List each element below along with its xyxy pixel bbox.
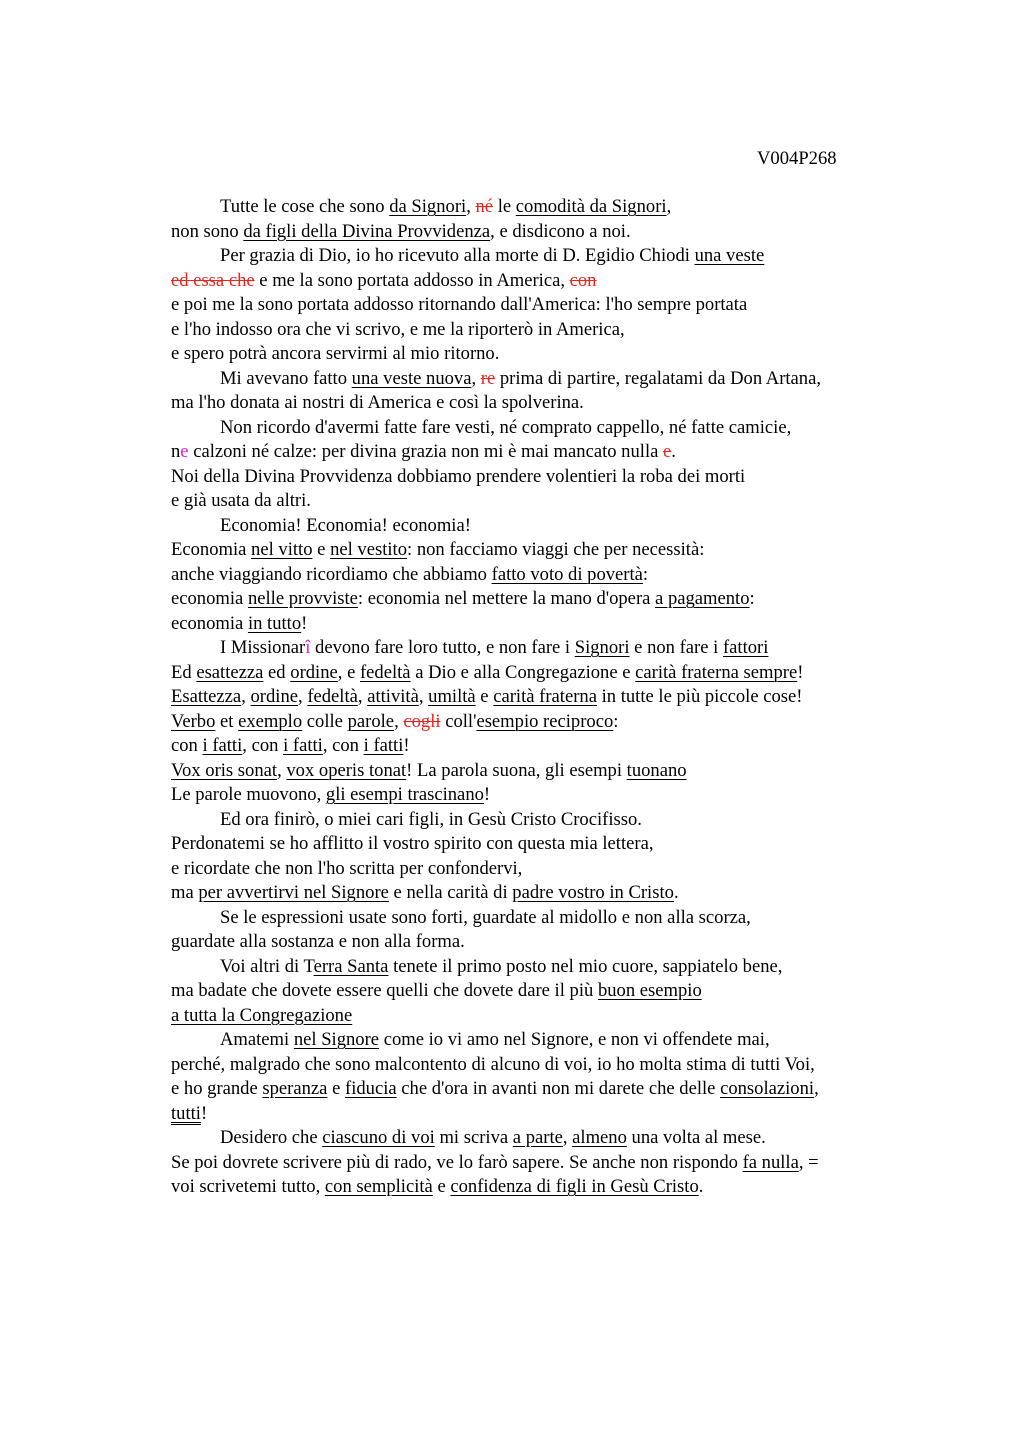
underlined-text: Signori [574, 637, 630, 658]
underlined-text: padre vostro in Cristo [512, 882, 674, 903]
text-segment: Ed [171, 661, 197, 683]
underlined-text: fiducia [345, 1078, 397, 1099]
underlined-text: nelle provviste [247, 588, 358, 609]
text-segment: e l'ho indosso ora che vi scrivo, e me la riporterò in America, [171, 318, 625, 340]
text-segment: Voi altri di T [220, 955, 314, 977]
underlined-text: carità fraterna sempre [635, 661, 798, 683]
underlined-text: con semplicità [324, 1176, 433, 1197]
underlined-text: Vox oris sonat [171, 759, 278, 781]
underlined-text: nel vestito [330, 539, 408, 560]
underlined-text: a parte [512, 1127, 563, 1148]
text-line [171, 661, 911, 686]
text-segment: con [171, 735, 203, 756]
underlined-text: fa nulla [742, 1151, 799, 1173]
text-segment: ! [483, 784, 491, 805]
text-segment: a Dio e alla Congregazione e [410, 661, 636, 683]
text-segment: . [671, 441, 676, 462]
text-line [171, 587, 911, 612]
text-segment: : non facciamo viaggi che per necessità: [407, 539, 705, 560]
text-segment: ma [171, 882, 199, 903]
text-line [171, 342, 911, 367]
underlined-text: umiltà [428, 686, 476, 707]
text-segment: Perdonatemi se ho afflitto il vostro spirito con questa mia lettera, [171, 833, 654, 854]
text-line [171, 1102, 911, 1127]
text-segment: ! [301, 612, 308, 634]
text-line [171, 759, 911, 784]
text-segment: Desidero che [220, 1127, 323, 1148]
text-segment: e [475, 686, 494, 707]
underlined-text: buon esempio [597, 980, 702, 1001]
text-segment: ! [403, 735, 410, 756]
text-segment: , [357, 686, 368, 707]
text-segment: , [298, 686, 308, 707]
text-line [171, 538, 911, 563]
underlined-text: una veste [694, 245, 765, 266]
text-segment: e nella carità di [388, 882, 513, 903]
underlined-text: esattezza [196, 661, 264, 683]
letter-body [171, 195, 911, 1200]
underlined-text: in tutto [247, 612, 302, 634]
text-line [171, 244, 911, 269]
text-line [171, 416, 911, 441]
text-segment: , [471, 367, 481, 389]
text-line [171, 832, 911, 857]
text-segment: Ed ora finirò, o miei cari figli, in Gesù Cristo Crocifisso. [220, 808, 642, 830]
text-segment: , [562, 1127, 573, 1148]
deleted-text: re [480, 367, 496, 389]
text-segment: ed [263, 661, 291, 683]
text-segment: Economia! Economia! economia! [220, 514, 471, 536]
underlined-text: fatto voto di povertà [491, 563, 643, 585]
text-segment: , [666, 196, 672, 217]
text-line [171, 391, 911, 416]
text-segment: et [215, 710, 239, 732]
text-line [171, 440, 911, 465]
text-line [171, 195, 911, 220]
underlined-text: a pagamento [655, 588, 750, 609]
text-line [171, 1004, 911, 1029]
text-segment: e ricordate che non l'ho scritta per confondervi, [171, 857, 523, 879]
text-line [171, 563, 911, 588]
underlined-text: vox operis tonat [286, 759, 407, 781]
text-line [171, 881, 911, 906]
text-line [171, 906, 911, 931]
text-segment: Mi avevano fatto [220, 367, 352, 389]
text-segment: e ho grande [171, 1078, 263, 1099]
text-line [171, 685, 911, 710]
text-segment: come io vi amo nel Signore, e non vi offendete mai, [379, 1029, 770, 1050]
text-line [171, 269, 911, 294]
text-segment: calzoni né calze: per divina grazia non mi è mai mancato nulla [188, 441, 664, 462]
text-line [171, 710, 911, 735]
underlined-text: attività [367, 686, 419, 707]
text-segment: in tutte le più piccole cose! [596, 686, 803, 707]
text-segment: prima di partire, regalatami da Don Artana, [495, 367, 821, 389]
text-segment: e [432, 1176, 451, 1197]
underlined-text: gli esempi trascinano [325, 784, 484, 805]
underlined-text: fattori [722, 637, 769, 658]
text-segment: ! [797, 661, 804, 683]
underlined-text: i fatti [283, 735, 323, 756]
text-segment: . [698, 1176, 704, 1197]
text-line [171, 1151, 911, 1176]
text-segment: Tutte le cose che sono [220, 196, 390, 217]
underlined-text: comodità da Signori [515, 196, 667, 217]
underlined-text: Esattezza [171, 686, 242, 707]
text-segment: devono fare loro tutto, e non fare i [310, 637, 575, 658]
underlined-text: speranza [262, 1078, 328, 1099]
text-line [171, 955, 911, 980]
underlined-text: tuonano [626, 759, 687, 781]
text-segment: le [493, 196, 516, 217]
text-segment: , e [337, 661, 360, 683]
underlined-text: una veste nuova [351, 367, 472, 389]
text-segment: : [642, 563, 649, 585]
text-line [171, 930, 911, 955]
text-line [171, 318, 911, 343]
text-segment: guardate alla sostanza e non alla forma. [171, 931, 465, 952]
text-segment: mi scriva [434, 1127, 513, 1148]
text-segment: : [749, 588, 755, 609]
underlined-text: almeno [572, 1127, 627, 1148]
underlined-text: da figli della Divina Provvidenza [243, 220, 491, 242]
text-line [171, 514, 911, 539]
text-line [171, 636, 911, 661]
text-segment: Se poi dovrete scrivere più di rado, ve lo farò sapere. Se anche non rispondo [171, 1151, 743, 1173]
text-segment: colle [302, 710, 348, 732]
text-segment: coll' [440, 710, 477, 732]
text-segment: . [673, 882, 679, 903]
text-segment: Non ricordo d'avermi fatte fare vesti, né comprato cappello, né fatte camicie, [220, 416, 792, 438]
text-segment: , [277, 759, 287, 781]
text-segment: e poi me la sono portata addosso ritornando dall'America: l'ho sempre portata [171, 294, 748, 315]
text-segment: ma badate che dovete essere quelli che dovete dare il più [171, 980, 598, 1001]
text-segment: voi scrivetemi tutto, [171, 1176, 325, 1197]
underlined-text: i fatti [363, 735, 404, 756]
double-underlined-text: tutti [171, 1102, 201, 1124]
deleted-text: ed essa che [171, 269, 255, 291]
text-line [171, 1077, 911, 1102]
underlined-text: erra Santa [313, 955, 389, 977]
deleted-text: cogli [403, 710, 441, 732]
text-line [171, 1053, 911, 1078]
text-segment: che d'ora in avanti non mi darete che delle [396, 1078, 721, 1099]
underlined-text: fedeltà [359, 661, 411, 683]
text-segment: perché, malgrado che sono malcontento di alcuno di voi, io ho molta stima di tutti Voi, [171, 1053, 815, 1075]
deleted-text: e [663, 441, 672, 462]
underlined-text: consolazioni [720, 1078, 815, 1099]
magenta-mark: e [180, 441, 189, 462]
text-segment: non sono [171, 220, 244, 242]
text-line [171, 293, 911, 318]
text-segment: Economia [171, 539, 252, 560]
deleted-text: con [569, 269, 597, 291]
underlined-text: exemplo [238, 710, 303, 732]
text-segment: Noi della Divina Provvidenza dobbiamo prendere volentieri la roba dei morti [171, 465, 746, 487]
text-segment: e già usata da altri. [171, 490, 311, 511]
text-line [171, 489, 911, 514]
underlined-text: ordine [290, 661, 338, 683]
text-segment: , [418, 686, 429, 707]
underlined-text: ordine [250, 686, 299, 707]
text-line [171, 367, 911, 392]
text-segment: , e disdicono a noi. [490, 220, 631, 242]
text-segment: n [171, 441, 181, 462]
deleted-text: né [475, 196, 494, 217]
text-segment: anche viaggiando ricordiamo che abbiamo [171, 563, 492, 585]
text-segment: e spero potrà ancora servirmi al mio ritorno. [171, 343, 500, 364]
underlined-text: a tutta la Congregazione [171, 1004, 353, 1026]
text-segment: economia [171, 588, 248, 609]
page-identifier: V004P268 [757, 148, 837, 169]
underlined-text: carità fraterna [493, 686, 597, 707]
underlined-text: nel Signore [293, 1029, 380, 1050]
text-segment: e [312, 539, 331, 560]
text-line [171, 1175, 911, 1200]
text-segment: , [394, 710, 404, 732]
text-segment: , = [798, 1151, 819, 1173]
underlined-text: da Signori [389, 196, 467, 217]
text-segment: : [613, 710, 619, 732]
text-line [171, 734, 911, 759]
text-segment: , con [242, 735, 284, 756]
text-segment: , con [322, 735, 364, 756]
text-segment: : economia nel mettere la mano d'opera [357, 588, 656, 609]
text-line [171, 1126, 911, 1151]
text-line [171, 979, 911, 1004]
underlined-text: ciascuno di voi [322, 1127, 435, 1148]
text-segment: , [814, 1078, 819, 1099]
text-segment: e me la sono portata addosso in America, [254, 269, 570, 291]
text-segment: I Missionar [220, 637, 306, 658]
text-line [171, 1028, 911, 1053]
text-segment: e [327, 1078, 345, 1099]
text-segment: e non fare i [629, 637, 723, 658]
text-segment: economia [171, 612, 248, 634]
text-line [171, 783, 911, 808]
text-segment: Amatemi [220, 1029, 294, 1050]
underlined-text: parole [347, 710, 395, 732]
text-line [171, 465, 911, 490]
text-segment: tenete il primo posto nel mio cuore, sappiatelo bene, [388, 955, 783, 977]
text-segment: ! La parola suona, gli esempi [406, 759, 627, 781]
text-line [171, 808, 911, 833]
underlined-text: nel vitto [251, 539, 313, 560]
magenta-mark: î [305, 637, 311, 658]
text-line [171, 220, 911, 245]
text-segment: Se le espressioni usate sono forti, guardate al midollo e non alla scorza, [220, 906, 751, 928]
text-segment: Le parole muovono, [171, 784, 326, 805]
underlined-text: per avvertirvi nel Signore [198, 882, 389, 903]
text-segment: , [466, 196, 476, 217]
text-segment: ! [200, 1102, 208, 1124]
text-segment: , [241, 686, 251, 707]
underlined-text: fedeltà [307, 686, 358, 707]
text-line [171, 857, 911, 882]
text-segment: ma l'ho donata ai nostri di America e così la spolverina. [171, 392, 584, 413]
underlined-text: i fatti [202, 735, 243, 756]
text-line [171, 612, 911, 637]
underlined-text: confidenza di figli in Gesù Cristo [450, 1176, 699, 1197]
text-segment: Per grazia di Dio, io ho ricevuto alla morte di D. Egidio Chiodi [220, 245, 695, 266]
underlined-text: Verbo [171, 710, 216, 732]
text-segment: una volta al mese. [626, 1127, 766, 1148]
underlined-text: esempio reciproco [476, 710, 614, 732]
